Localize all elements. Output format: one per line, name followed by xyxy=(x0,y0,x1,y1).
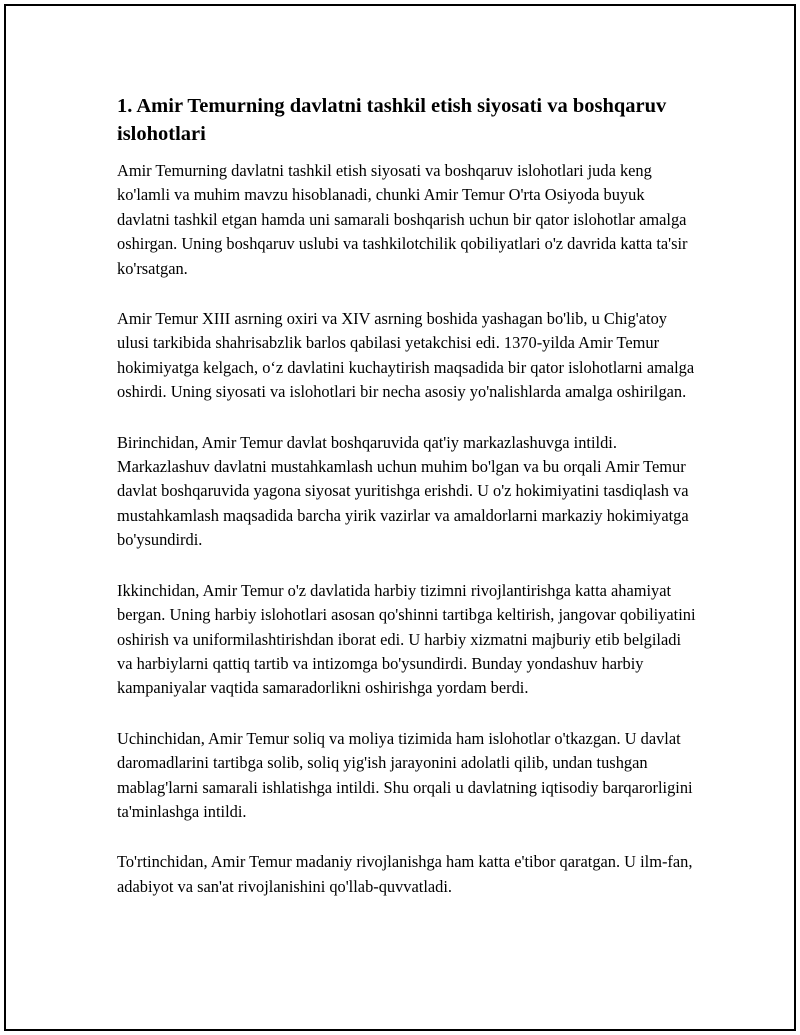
paragraph-third-point: Uchinchidan, Amir Temur soliq va moliya tizimida ham islohotlar o'tkazgan. U davlat daromadlarini tartibga solib, soliq yig'ish jarayonini adolatli qilib, undan tushgan mablag'larni samarali ishlatishga intildi. Shu orqali u davlatning iqtisodiy barqarorligini ta'minlashga intildi. xyxy=(117,728,693,821)
section-heading: 1. Amir Temurning davlatni tashkil etish siyosati va boshqaruv islohotlari xyxy=(117,95,667,145)
paragraph-fourth-point: To'rtinchidan, Amir Temur madaniy rivojlanishga ham katta e'tibor qaratgan. U ilm-fan, adabiyot va san'at rivojlanishini qo'llab-quvvatladi. xyxy=(117,852,693,896)
paragraph-first-point: Birinchidan, Amir Temur davlat boshqaruvida qat'iy markazlashuvga intildi. Markazlashuv davlatni mustahkamlash uchun muhim bo'lgan va bu orqali Amir Temur davlat boshqaruvida yagona siyosat yuritishga erishdi. U o'z hokimiyatini tasdiqlash va mustahkamlash maqsadida barcha yirik vazirlar va amaldorlarni markaziy hokimiyatga bo'ysundirdi. xyxy=(117,432,689,550)
paragraph-second-point: Ikkinchidan, Amir Temur o'z davlatida harbiy tizimni rivojlantirishga katta ahamiyat bergan. Uning harbiy islohotlari asosan qo'shinni tartibga keltirish, jangovar qobiliyatini oshirish va uniformilashtirishdan iborat edi. U harbiy xizmatni majburiy etib belgiladi va harbiylarni qattiq tartib va intizomga bo'ysundirdi. Bunday yondashuv harbiy kampaniyalar vaqtida samaradorlikni oshirishga yordam berdi. xyxy=(117,580,696,698)
document-body xyxy=(117,92,697,925)
paragraph-background: Amir Temur XIII asrning oxiri va XIV asrning boshida yashagan bo'lib, u Chig'atoy ulusi tarkibida shahrisabzlik barlos qabilasi yetakchisi edi. 1370-yilda Amir Temur hokimiyatga kelgach, o‘z davlatini kuchaytirish maqsadida bir qator islohotlarni amalga oshirdi. Uning siyosati va islohotlari bir necha asosiy yo'nalishlarda amalga oshirilgan. xyxy=(117,309,695,402)
paragraph-intro: Amir Temurning davlatni tashkil etish siyosati va boshqaruv islohotlari juda keng ko'lamli va muhim mavzu hisoblanadi, chunki Amir Temur O'rta Osiyoda buyuk davlatni tashkil etgan hamda uni samarali boshqarish uchun bir qator islohotlar amalga oshirgan. Uning boshqaruv uslubi va tashkilotchilik qobiliyatlari o'z davrida katta ta'sir ko'rsatgan. xyxy=(117,161,688,278)
